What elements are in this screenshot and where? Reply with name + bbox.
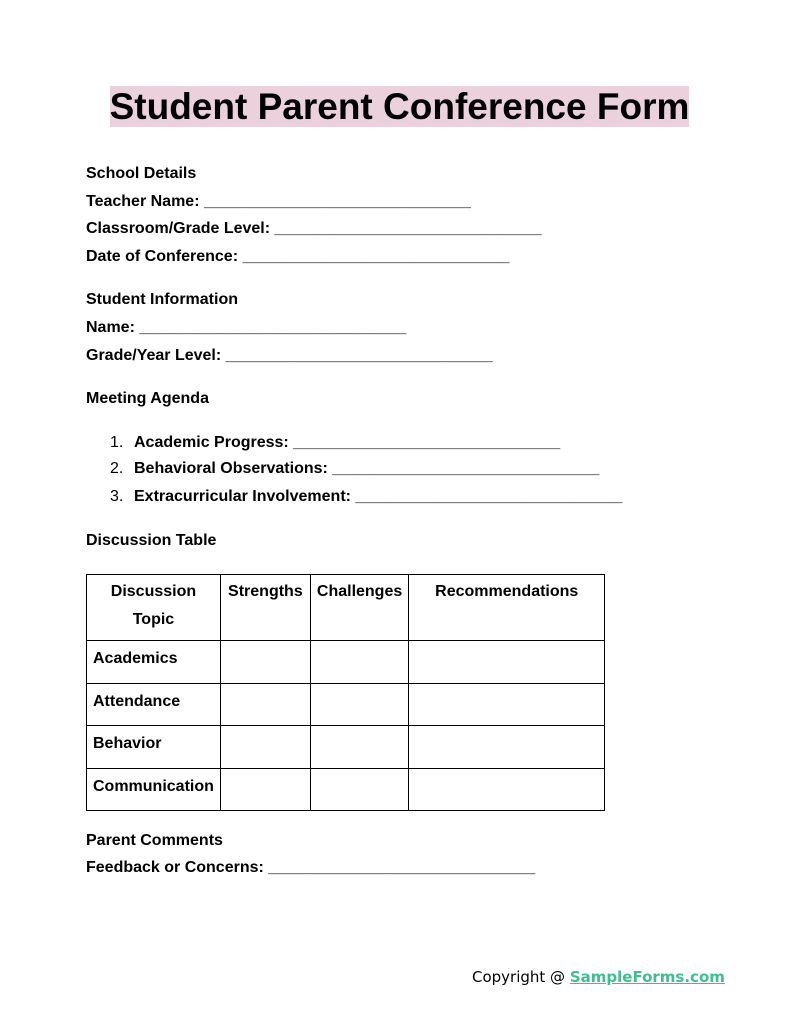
row-topic-communication: Communication	[87, 769, 221, 811]
table-row	[87, 769, 605, 811]
grade-year-field[interactable]: Grade/Year Level: ______________________________	[86, 347, 493, 364]
agenda-item-number: 3.	[110, 488, 124, 505]
agenda-item-extracurricular-involvement[interactable]: Extracurricular Involvement: ______________________________	[134, 488, 623, 505]
table-cell[interactable]	[409, 641, 605, 684]
table-cell[interactable]	[409, 726, 605, 769]
table-cell[interactable]	[220, 684, 310, 726]
table-cell[interactable]	[310, 769, 408, 811]
agenda-item-academic-progress[interactable]: Academic Progress: ______________________________	[134, 434, 561, 451]
table-row	[87, 726, 605, 769]
table-cell[interactable]	[220, 641, 310, 684]
column-header-challenges: Challenges	[310, 575, 408, 641]
table-cell[interactable]	[310, 726, 408, 769]
row-topic-academics: Academics	[87, 641, 221, 684]
feedback-field[interactable]: Feedback or Concerns: ______________________________	[86, 859, 536, 876]
row-topic-behavior: Behavior	[87, 726, 221, 769]
student-information-heading: Student Information	[86, 291, 238, 308]
agenda-item-number: 2.	[110, 460, 124, 477]
school-details-heading: School Details	[86, 165, 197, 182]
table-row	[87, 684, 605, 726]
agenda-item-behavioral-observations[interactable]: Behavioral Observations: ______________________________	[134, 460, 600, 477]
student-name-field[interactable]: Name: ______________________________	[86, 319, 407, 336]
table-cell[interactable]	[220, 769, 310, 811]
column-header-discussion-topic: Discussion Topic	[87, 575, 221, 641]
column-header-recommendations: Recommendations	[409, 575, 605, 641]
table-cell[interactable]	[409, 769, 605, 811]
table-row	[87, 641, 605, 684]
table-cell[interactable]	[310, 641, 408, 684]
discussion-table	[86, 574, 605, 811]
copyright-text: Copyright @	[472, 968, 570, 986]
row-topic-attendance: Attendance	[87, 684, 221, 726]
agenda-item-number: 1.	[110, 434, 124, 451]
page-title: Student Parent Conference Form	[109, 86, 690, 127]
footer	[472, 967, 725, 987]
title-container	[0, 86, 799, 127]
table-cell[interactable]	[220, 726, 310, 769]
parent-comments-heading: Parent Comments	[86, 832, 223, 849]
table-cell[interactable]	[310, 684, 408, 726]
teacher-name-field[interactable]: Teacher Name: ______________________________	[86, 193, 471, 210]
column-header-strengths: Strengths	[220, 575, 310, 641]
date-of-conference-field[interactable]: Date of Conference: ______________________________	[86, 248, 510, 265]
meeting-agenda-heading: Meeting Agenda	[86, 390, 209, 407]
classroom-grade-field[interactable]: Classroom/Grade Level: ______________________________	[86, 220, 542, 237]
table-cell[interactable]	[409, 684, 605, 726]
table-header-row	[87, 575, 605, 641]
brand-link[interactable]: SampleForms.com	[569, 968, 725, 986]
discussion-table-heading: Discussion Table	[86, 532, 217, 549]
